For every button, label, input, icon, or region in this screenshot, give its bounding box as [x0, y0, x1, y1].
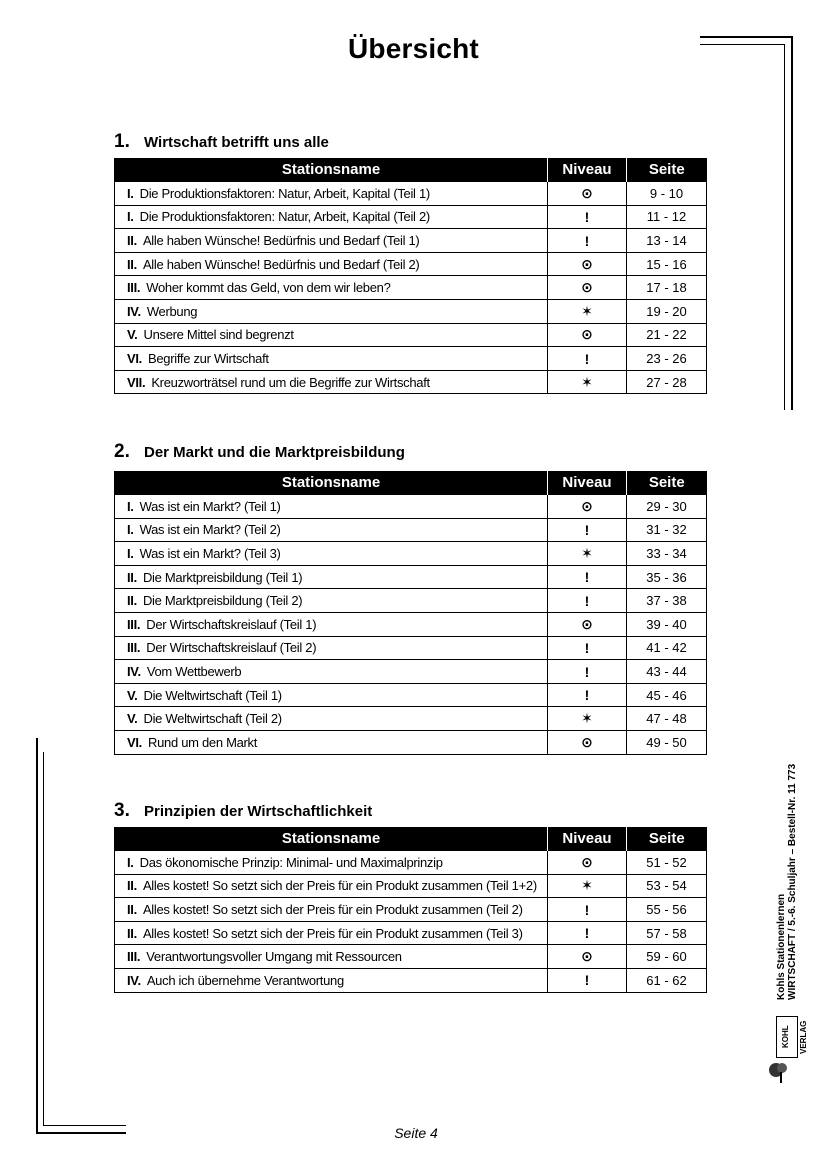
table-row — [115, 182, 707, 206]
station-name-cell — [115, 229, 548, 253]
star-level-icon: ✶ — [581, 877, 593, 894]
exclamation-level-icon: ! — [584, 208, 590, 225]
station-roman-numeral: V. — [127, 327, 138, 343]
pages-cell: 27 - 28 — [627, 370, 707, 394]
circle-level-icon: ⊙ — [581, 255, 593, 272]
station-name: Der Wirtschaftskreislauf (Teil 1) — [146, 616, 317, 632]
section-title: Prinzipien der Wirtschaftlichkeit — [144, 803, 373, 820]
station-roman-numeral: V. — [127, 687, 138, 703]
table-row — [115, 347, 707, 371]
level-cell — [548, 542, 627, 566]
section-number: 1. — [114, 131, 130, 152]
exclamation-level-icon: ! — [584, 972, 590, 989]
level-cell — [548, 182, 627, 206]
level-cell — [548, 683, 627, 707]
table-row — [115, 542, 707, 566]
pages-cell: 33 - 34 — [627, 542, 707, 566]
exclamation-level-icon: ! — [584, 592, 590, 609]
table-row — [115, 323, 707, 347]
star-level-icon: ✶ — [581, 373, 593, 390]
station-roman-numeral: I. — [127, 522, 134, 538]
station-name-cell — [115, 731, 548, 755]
page-footer: Seite 4 — [394, 1125, 438, 1141]
station-name-cell — [115, 636, 548, 660]
station-roman-numeral: III. — [127, 280, 141, 296]
station-roman-numeral: II. — [127, 256, 137, 272]
table-row — [115, 565, 707, 589]
pages-cell: 15 - 16 — [627, 252, 707, 276]
page-title: Übersicht — [348, 33, 479, 64]
table-header-row — [115, 158, 707, 182]
pages-cell: 29 - 30 — [627, 495, 707, 519]
station-name: Begriffe zur Wirtschaft — [148, 351, 269, 367]
table-row — [115, 683, 707, 707]
table-row — [115, 276, 707, 300]
station-name: Das ökonomische Prinzip: Minimal- und Maximalprinzip — [139, 854, 443, 870]
level-cell — [548, 851, 627, 875]
station-name-cell — [115, 518, 548, 542]
level-cell — [548, 731, 627, 755]
table-row — [115, 300, 707, 324]
station-name: Unsere Mittel sind begrenzt — [143, 327, 294, 343]
table-row — [115, 229, 707, 253]
station-name-cell — [115, 347, 548, 371]
table-header-row — [115, 827, 707, 851]
station-roman-numeral: II. — [127, 902, 137, 918]
table-row — [115, 589, 707, 613]
station-name-cell — [115, 707, 548, 731]
level-cell — [548, 874, 627, 898]
level-cell — [548, 323, 627, 347]
exclamation-level-icon: ! — [584, 350, 590, 367]
section-heading-1 — [114, 131, 329, 153]
station-roman-numeral: II. — [127, 925, 137, 941]
level-cell — [548, 229, 627, 253]
pages-cell: 37 - 38 — [627, 589, 707, 613]
pages-cell: 51 - 52 — [627, 851, 707, 875]
table-row — [115, 921, 707, 945]
station-name-cell — [115, 182, 548, 206]
frame-line-top-right-v2 — [784, 44, 785, 410]
station-roman-numeral: II. — [127, 878, 137, 894]
column-header-name: Stationsname — [115, 471, 548, 495]
circle-level-icon: ⊙ — [581, 184, 593, 201]
station-name-cell — [115, 921, 548, 945]
pages-cell: 31 - 32 — [627, 518, 707, 542]
table-row — [115, 851, 707, 875]
station-roman-numeral: III. — [127, 616, 141, 632]
level-cell — [548, 565, 627, 589]
publisher-side-text — [776, 730, 798, 1000]
station-name-cell — [115, 276, 548, 300]
level-cell — [548, 518, 627, 542]
station-name: Verantwortungsvoller Umgang mit Ressourcen — [146, 949, 402, 965]
table-row — [115, 660, 707, 684]
station-name: Werbung — [146, 303, 198, 319]
table-row — [115, 205, 707, 229]
station-name: Die Marktpreisbildung (Teil 1) — [142, 569, 303, 585]
station-name-cell — [115, 660, 548, 684]
station-name: Alle haben Wünsche! Bedürfnis und Bedarf (Teil 2) — [142, 256, 420, 272]
table-row — [115, 898, 707, 922]
stations-table-3 — [114, 827, 707, 993]
station-roman-numeral: I. — [127, 854, 134, 870]
station-name: Die Weltwirtschaft (Teil 1) — [143, 687, 282, 703]
station-name: Die Weltwirtschaft (Teil 2) — [143, 711, 282, 727]
station-name-cell — [115, 613, 548, 637]
pages-cell: 49 - 50 — [627, 731, 707, 755]
station-roman-numeral: V. — [127, 711, 138, 727]
frame-line-bottom-left-v1 — [36, 738, 38, 1134]
pages-cell: 21 - 22 — [627, 323, 707, 347]
station-name: Vom Wettbewerb — [146, 664, 242, 680]
station-roman-numeral: VI. — [127, 351, 142, 367]
star-level-icon: ✶ — [581, 710, 593, 727]
station-name-cell — [115, 851, 548, 875]
section-heading-2 — [114, 441, 405, 463]
pages-cell: 11 - 12 — [627, 205, 707, 229]
station-name: Rund um den Markt — [148, 734, 258, 750]
pages-cell: 55 - 56 — [627, 898, 707, 922]
station-roman-numeral: III. — [127, 640, 141, 656]
table-header-row — [115, 471, 707, 495]
exclamation-level-icon: ! — [584, 925, 590, 942]
publisher-order-info: WIRTSCHAFT / 5.-6. Schuljahr – Bestell-Nr. 11 773 — [787, 763, 798, 1000]
column-header-name: Stationsname — [115, 158, 548, 182]
circle-level-icon: ⊙ — [581, 279, 593, 296]
exclamation-level-icon: ! — [584, 232, 590, 249]
tree-icon — [767, 1060, 791, 1084]
pages-cell: 45 - 46 — [627, 683, 707, 707]
pages-cell: 19 - 20 — [627, 300, 707, 324]
level-cell — [548, 969, 627, 993]
circle-level-icon: ⊙ — [581, 497, 593, 514]
level-cell — [548, 205, 627, 229]
pages-cell: 41 - 42 — [627, 636, 707, 660]
pages-cell: 23 - 26 — [627, 347, 707, 371]
station-roman-numeral: IV. — [127, 303, 141, 319]
pages-cell: 13 - 14 — [627, 229, 707, 253]
stations-table-1 — [114, 158, 707, 394]
station-roman-numeral: II. — [127, 593, 137, 609]
level-cell — [548, 898, 627, 922]
pages-cell: 57 - 58 — [627, 921, 707, 945]
station-name: Die Produktionsfaktoren: Natur, Arbeit, Kapital (Teil 1) — [139, 185, 430, 201]
station-name-cell — [115, 969, 548, 993]
stations-table-2 — [114, 471, 707, 755]
publisher-logo: KOHL VERLAG — [776, 1016, 798, 1058]
column-header-pages: Seite — [627, 158, 707, 182]
station-roman-numeral: I. — [127, 209, 134, 225]
station-name: Kreuzworträtsel rund um die Begriffe zur Wirtschaft — [151, 374, 430, 390]
frame-line-top-right-h2 — [700, 44, 785, 45]
station-name-cell — [115, 323, 548, 347]
station-name: Was ist ein Markt? (Teil 3) — [139, 546, 281, 562]
column-header-level: Niveau — [548, 158, 627, 182]
level-cell — [548, 370, 627, 394]
station-name-cell — [115, 589, 548, 613]
column-header-pages: Seite — [627, 471, 707, 495]
star-level-icon: ✶ — [581, 545, 593, 562]
station-name-cell — [115, 683, 548, 707]
section-title: Wirtschaft betrifft uns alle — [144, 134, 329, 151]
table-row — [115, 945, 707, 969]
star-level-icon: ✶ — [581, 302, 593, 319]
pages-cell: 39 - 40 — [627, 613, 707, 637]
station-name: Die Marktpreisbildung (Teil 2) — [142, 593, 303, 609]
station-name-cell — [115, 252, 548, 276]
circle-level-icon: ⊙ — [581, 326, 593, 343]
column-header-name: Stationsname — [115, 827, 548, 851]
level-cell — [548, 300, 627, 324]
station-roman-numeral: I. — [127, 546, 134, 562]
table-row — [115, 370, 707, 394]
level-cell — [548, 707, 627, 731]
station-name: Alles kostet! So setzt sich der Preis für ein Produkt zusammen (Teil 3) — [142, 925, 523, 941]
station-roman-numeral: IV. — [127, 972, 141, 988]
pages-cell: 53 - 54 — [627, 874, 707, 898]
station-name: Alles kostet! So setzt sich der Preis für ein Produkt zusammen (Teil 1+2) — [142, 878, 537, 894]
level-cell — [548, 276, 627, 300]
table-row — [115, 518, 707, 542]
station-name: Alles kostet! So setzt sich der Preis für ein Produkt zusammen (Teil 2) — [142, 902, 523, 918]
station-roman-numeral: I. — [127, 185, 134, 201]
table-row — [115, 613, 707, 637]
level-cell — [548, 613, 627, 637]
level-cell — [548, 660, 627, 684]
circle-level-icon: ⊙ — [581, 615, 593, 632]
level-cell — [548, 347, 627, 371]
exclamation-level-icon: ! — [584, 521, 590, 538]
level-cell — [548, 495, 627, 519]
frame-line-bottom-left-v2 — [43, 752, 44, 1126]
station-name-cell — [115, 495, 548, 519]
section-heading-3 — [114, 800, 372, 822]
section-number: 3. — [114, 800, 130, 821]
circle-level-icon: ⊙ — [581, 853, 593, 870]
publisher-series: Kohls Stationenlernen — [776, 893, 787, 1000]
station-name: Die Produktionsfaktoren: Natur, Arbeit, Kapital (Teil 2) — [139, 209, 430, 225]
column-header-level: Niveau — [548, 827, 627, 851]
station-roman-numeral: VII. — [127, 374, 146, 390]
station-name: Was ist ein Markt? (Teil 2) — [139, 522, 281, 538]
circle-level-icon: ⊙ — [581, 948, 593, 965]
station-roman-numeral: II. — [127, 233, 137, 249]
table-row — [115, 495, 707, 519]
pages-cell: 61 - 62 — [627, 969, 707, 993]
frame-line-top-right-h1 — [700, 36, 793, 38]
level-cell — [548, 921, 627, 945]
station-name: Alle haben Wünsche! Bedürfnis und Bedarf (Teil 1) — [142, 233, 420, 249]
level-cell — [548, 589, 627, 613]
station-roman-numeral: IV. — [127, 664, 141, 680]
section-number: 2. — [114, 441, 130, 462]
station-roman-numeral: III. — [127, 949, 141, 965]
section-title: Der Markt und die Marktpreisbildung — [144, 444, 405, 461]
station-name-cell — [115, 205, 548, 229]
station-name-cell — [115, 300, 548, 324]
table-row — [115, 252, 707, 276]
exclamation-level-icon: ! — [584, 639, 590, 656]
table-row — [115, 731, 707, 755]
column-header-level: Niveau — [548, 471, 627, 495]
station-roman-numeral: I. — [127, 498, 134, 514]
station-name-cell — [115, 898, 548, 922]
column-header-pages: Seite — [627, 827, 707, 851]
level-cell — [548, 636, 627, 660]
table-row — [115, 636, 707, 660]
station-name-cell — [115, 370, 548, 394]
station-name-cell — [115, 542, 548, 566]
pages-cell: 47 - 48 — [627, 707, 707, 731]
exclamation-level-icon: ! — [584, 687, 590, 704]
station-name: Der Wirtschaftskreislauf (Teil 2) — [146, 640, 317, 656]
frame-line-top-right-v1 — [791, 36, 793, 410]
station-roman-numeral: II. — [127, 569, 137, 585]
pages-cell: 59 - 60 — [627, 945, 707, 969]
station-name: Woher kommt das Geld, von dem wir leben? — [146, 280, 391, 296]
station-name: Was ist ein Markt? (Teil 1) — [139, 498, 281, 514]
station-roman-numeral: VI. — [127, 734, 142, 750]
table-row — [115, 874, 707, 898]
pages-cell: 9 - 10 — [627, 182, 707, 206]
pages-cell: 43 - 44 — [627, 660, 707, 684]
table-row — [115, 707, 707, 731]
level-cell — [548, 945, 627, 969]
station-name-cell — [115, 874, 548, 898]
pages-cell: 17 - 18 — [627, 276, 707, 300]
exclamation-level-icon: ! — [584, 663, 590, 680]
circle-level-icon: ⊙ — [581, 733, 593, 750]
station-name-cell — [115, 945, 548, 969]
exclamation-level-icon: ! — [584, 569, 590, 586]
exclamation-level-icon: ! — [584, 901, 590, 918]
table-row — [115, 969, 707, 993]
station-name: Auch ich übernehme Verantwortung — [146, 972, 344, 988]
level-cell — [548, 252, 627, 276]
pages-cell: 35 - 36 — [627, 565, 707, 589]
station-name-cell — [115, 565, 548, 589]
